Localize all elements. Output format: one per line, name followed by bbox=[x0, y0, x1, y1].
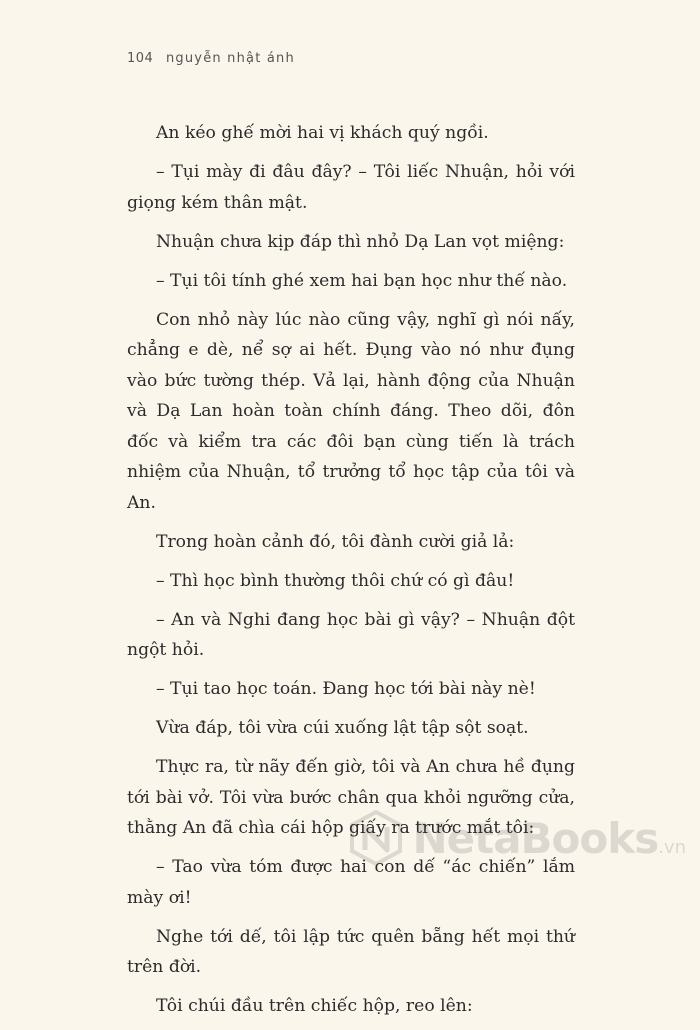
watermark-tld: .vn bbox=[658, 836, 686, 858]
paragraph: – Tụi tao học toán. Đang học tới bài này nè! bbox=[156, 679, 536, 699]
watermark bbox=[350, 810, 686, 866]
watermark-brand: NetaBooks bbox=[412, 813, 659, 863]
netabooks-logo-icon bbox=[350, 810, 402, 866]
paragraph: – Tụi mày đi đâu đây? – Tôi liếc Nhuận, hỏi với giọng kém thân mật. bbox=[127, 162, 575, 213]
watermark-text bbox=[412, 814, 686, 863]
paragraph: – Thì học bình thường thôi chứ có gì đâu! bbox=[156, 570, 515, 591]
paragraph: Nhuận chưa kịp đáp thì nhỏ Dạ Lan vọt miệng: bbox=[156, 231, 565, 252]
paragraph: Thực ra, từ nãy đến giờ, tôi và An chưa hề đụng tới bài vở. Tôi vừa bước chân qua khỏi ngưỡng cửa, thằng An đã chìa cái hộp giấy ra trước mắt tôi: bbox=[127, 757, 575, 838]
paragraph: Vừa đáp, tôi vừa cúi xuống lật tập sột soạt. bbox=[156, 718, 529, 738]
paragraph: – An và Nghi đang học bài gì vậy? – Nhuận đột ngột hỏi. bbox=[127, 609, 575, 660]
paragraph: An kéo ghế mời hai vị khách quý ngồi. bbox=[156, 123, 489, 143]
paragraph: Trong hoàn cảnh đó, tôi đành cười giả lả: bbox=[156, 531, 515, 552]
paragraph: Con nhỏ này lúc nào cũng vậy, nghĩ gì nói nấy, chẳng e dè, nể sợ ai hết. Đụng vào nó như đụng vào bức tường thép. Vả lại, hành động của Nhuận và Dạ Lan hoàn toàn chính đáng. Theo dõi, đôn đốc và kiểm tra các đôi bạn cùng tiến là trách nhiệm của Nhuận, tổ trưởng tổ học tập của tôi và An. bbox=[127, 309, 575, 513]
running-header bbox=[127, 51, 295, 66]
paragraph: Tôi chúi đầu trên chiếc hộp, reo lên: bbox=[156, 996, 473, 1016]
running-author: nguyễn nhật ánh bbox=[165, 51, 295, 66]
paragraph: – Tụi tôi tính ghé xem hai bạn học như thế nào. bbox=[156, 270, 568, 291]
page-number: 104 bbox=[127, 51, 154, 66]
body-text bbox=[127, 118, 575, 1030]
paragraph: Nghe tới dế, tôi lập tức quên bẵng hết mọi thứ trên đời. bbox=[127, 926, 575, 977]
paragraph: – Tao vừa tóm được hai con dế “ác chiến” lắm mày ơi! bbox=[127, 857, 575, 908]
